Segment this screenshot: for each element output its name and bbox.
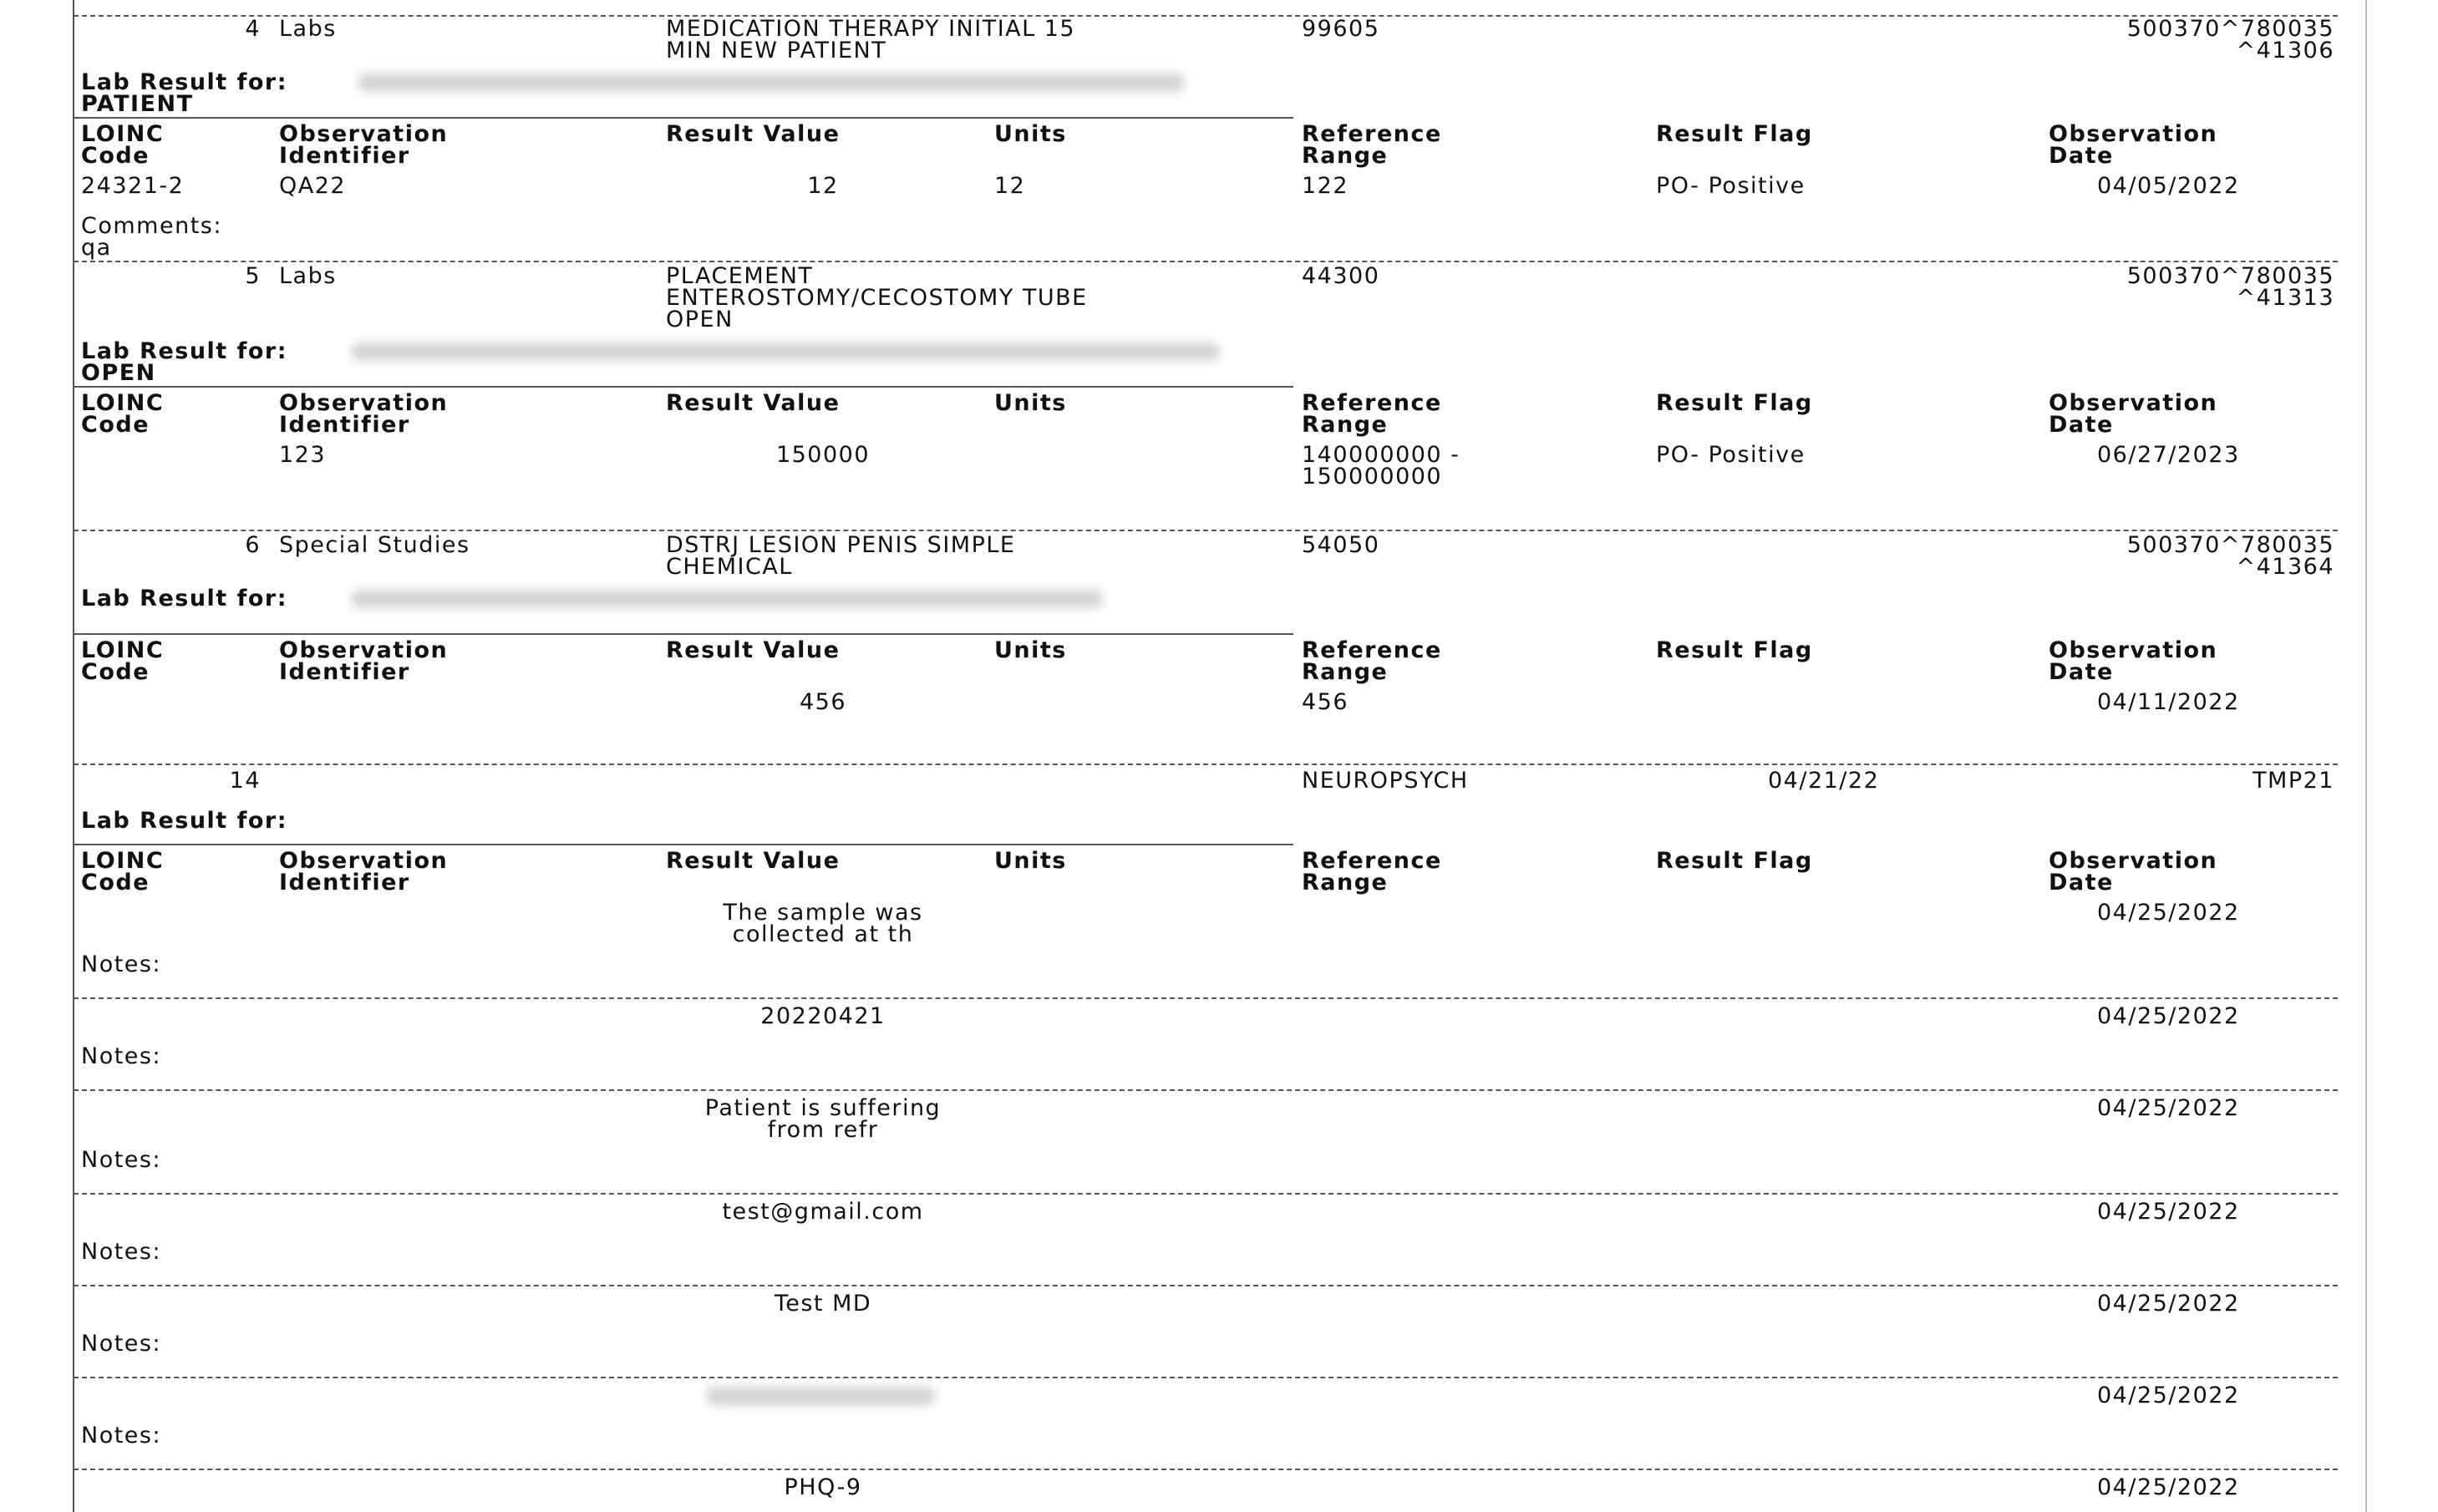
order-description: DSTRJ LESION PENIS SIMPLE CHEMICAL: [666, 532, 1016, 580]
order-id: TMP21: [2253, 768, 2334, 794]
row-separator: [74, 1193, 2338, 1195]
order-id: 500370^780035 ^41364: [2126, 532, 2334, 580]
row-separator: [74, 1089, 2338, 1091]
header-reference-range: Reference Range: [1302, 121, 1442, 169]
order-category-code: NEUROPSYCH: [1302, 768, 1469, 794]
neuro-result-value: test@gmail.com: [722, 1199, 924, 1225]
result-value: 12: [807, 173, 839, 199]
header-units: Units: [994, 121, 1067, 147]
lab-result-for-suffix: OPEN: [81, 360, 156, 386]
row-separator: [74, 261, 2338, 262]
result-date: 04/11/2022: [2097, 689, 2240, 715]
result-reference-range: 140000000 - 150000000: [1302, 442, 1460, 490]
row-separator: [74, 1285, 2338, 1286]
header-reference-range: Reference Range: [1302, 637, 1442, 685]
row-separator: [74, 997, 2338, 999]
neuro-result-date: 04/25/2022: [2097, 1095, 2240, 1121]
order-description: PLACEMENT ENTEROSTOMY/CECOSTOMY TUBE OPEN: [666, 263, 1088, 332]
result-loinc: 24321-2: [81, 173, 185, 199]
notes-label: Notes:: [81, 1239, 162, 1265]
header-result-value: Result Value: [666, 637, 841, 663]
neuro-result-date: 04/25/2022: [2097, 1383, 2240, 1408]
neuro-result-date: 04/25/2022: [2097, 1003, 2240, 1029]
neuro-result-value: 20220421: [760, 1003, 886, 1029]
header-observation-date: Observation Date: [2049, 848, 2218, 896]
result-flag: PO- Positive: [1656, 442, 1806, 468]
row-separator: [74, 1469, 2338, 1470]
notes-label: Notes:: [81, 1147, 162, 1173]
order-code: 44300: [1302, 263, 1380, 289]
notes-label: Notes:: [81, 1423, 162, 1449]
neuro-result-value: Test MD: [774, 1291, 872, 1317]
header-reference-range: Reference Range: [1302, 848, 1442, 896]
redacted-patient-name: [358, 74, 1185, 92]
order-description: MEDICATION THERAPY INITIAL 15 MIN NEW PATIENT: [666, 16, 1076, 63]
header-observation-date: Observation Date: [2049, 637, 2218, 685]
redacted-result-value: [706, 1387, 936, 1405]
row-separator: [74, 1377, 2338, 1378]
row-separator: [74, 530, 2338, 531]
result-reference-range: 456: [1302, 689, 1349, 715]
lab-result-for-label: Lab Result for:: [81, 586, 288, 611]
header-loinc: LOINC Code: [81, 121, 165, 169]
neuro-result-value: PHQ-9: [784, 1474, 862, 1500]
result-units: 12: [994, 173, 1026, 199]
redacted-patient-name: [351, 590, 1103, 608]
header-observation-identifier: Observation Identifier: [279, 121, 449, 169]
row-separator: [74, 764, 2338, 765]
header-result-value: Result Value: [666, 121, 841, 147]
result-date: 06/27/2023: [2097, 442, 2240, 468]
header-observation-identifier: Observation Identifier: [279, 390, 449, 438]
result-observation: QA22: [279, 173, 347, 199]
header-result-flag: Result Flag: [1656, 390, 1813, 416]
neuro-result-date: 04/25/2022: [2097, 1291, 2240, 1317]
header-result-flag: Result Flag: [1656, 637, 1813, 663]
lab-result-for-label: Lab Result for:: [81, 69, 288, 95]
order-number: 14: [229, 768, 261, 794]
header-result-flag: Result Flag: [1656, 121, 1813, 147]
notes-label: Notes:: [81, 1043, 162, 1069]
neuro-result-date: 04/25/2022: [2097, 1199, 2240, 1225]
comments-label: Comments:: [81, 213, 222, 239]
header-result-flag: Result Flag: [1656, 848, 1813, 874]
result-flag: PO- Positive: [1656, 173, 1806, 199]
header-units: Units: [994, 637, 1067, 663]
result-value: 150000: [775, 442, 871, 468]
order-date: 04/21/22: [1768, 768, 1880, 794]
header-result-value: Result Value: [666, 848, 841, 874]
result-value: 456: [799, 689, 847, 715]
header-units: Units: [994, 390, 1067, 416]
header-observation-identifier: Observation Identifier: [279, 848, 449, 896]
neuro-result-date: 04/25/2022: [2097, 900, 2240, 926]
order-code: 99605: [1302, 16, 1380, 42]
order-number: 4: [245, 16, 261, 42]
order-id: 500370^780035 ^41306: [2126, 16, 2334, 63]
lab-result-for-label: Lab Result for:: [81, 808, 288, 834]
header-observation-date: Observation Date: [2049, 121, 2218, 169]
order-category: Labs: [279, 16, 337, 42]
order-number: 5: [245, 263, 261, 289]
lab-result-for-suffix: PATIENT: [81, 91, 194, 117]
order-code: 54050: [1302, 532, 1380, 558]
result-observation: 123: [279, 442, 327, 468]
header-observation-date: Observation Date: [2049, 390, 2218, 438]
header-rule: [74, 844, 1293, 845]
lab-result-for-label: Lab Result for:: [81, 338, 288, 364]
comments-value: qa: [81, 235, 112, 261]
header-units: Units: [994, 848, 1067, 874]
header-loinc: LOINC Code: [81, 848, 165, 896]
result-reference-range: 122: [1302, 173, 1349, 199]
order-category: Labs: [279, 263, 337, 289]
header-observation-identifier: Observation Identifier: [279, 637, 449, 685]
notes-label: Notes:: [81, 951, 162, 977]
order-category: Special Studies: [279, 532, 470, 558]
header-result-value: Result Value: [666, 390, 841, 416]
header-rule: [74, 386, 1293, 388]
page-right-border: [2365, 0, 2367, 1512]
redacted-patient-name: [351, 342, 1220, 361]
notes-label: Notes:: [81, 1331, 162, 1357]
result-date: 04/05/2022: [2097, 173, 2240, 199]
header-rule: [74, 633, 1293, 635]
row-separator: [74, 15, 2338, 17]
order-number: 6: [245, 532, 261, 558]
neuro-result-value: Patient is suffering from refr: [704, 1095, 942, 1143]
neuro-result-value: The sample was collected at th: [723, 900, 923, 947]
header-rule: [74, 117, 1293, 119]
header-loinc: LOINC Code: [81, 637, 165, 685]
neuro-result-date: 04/25/2022: [2097, 1474, 2240, 1500]
header-loinc: LOINC Code: [81, 390, 165, 438]
order-id: 500370^780035 ^41313: [2126, 263, 2334, 311]
header-reference-range: Reference Range: [1302, 390, 1442, 438]
